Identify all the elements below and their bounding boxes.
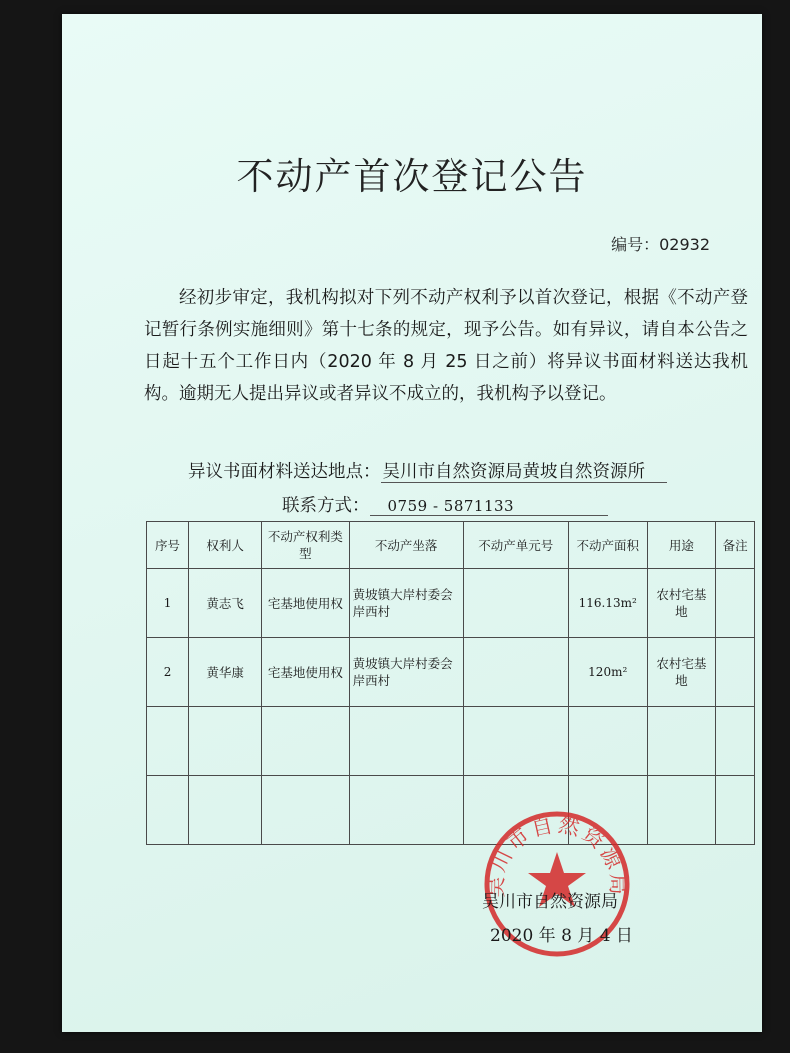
cell-location: 黄坡镇大岸村委会岸西村 [349, 569, 463, 638]
cell-location [349, 707, 463, 776]
cell-remark [716, 707, 755, 776]
contact-line [282, 492, 608, 517]
cell-index [147, 776, 189, 845]
seal-text: 吴川市自然资源局 [483, 812, 631, 898]
cell-remark [716, 776, 755, 845]
cell-area [568, 707, 647, 776]
table-row [147, 569, 755, 638]
cell-index: 2 [147, 638, 189, 707]
address-label: 异议书面材料送达地点： [188, 462, 381, 482]
cell-owner: 黄华康 [189, 638, 262, 707]
cell-remark [716, 638, 755, 707]
cell-unit-number [463, 707, 568, 776]
col-header: 不动产单元号 [463, 522, 568, 569]
contact-value: 0759 - 5871133 [370, 497, 608, 516]
notice-body: 经初步审定，我机构拟对下列不动产权利予以首次登记，根据《不动产登记暂行条例实施细则》第十七条的规定，现予公告。如有异议，请自本公告之日起十五个工作日内（2020 年 8 月 25 日之前）将异议书面材料送达我机构。逾期无人提出异议或者异议不成立的，我机构予以登记。 [144, 288, 748, 404]
col-header: 不动产面积 [568, 522, 647, 569]
col-header: 权利人 [189, 522, 262, 569]
table-header-row [147, 522, 755, 569]
notice-paper [62, 14, 762, 1032]
cell-usage [647, 707, 716, 776]
issuer-name: 吴川市自然资源局 [482, 892, 618, 912]
notice-title: 不动产首次登记公告 [236, 155, 588, 198]
cell-area: 120m² [568, 638, 647, 707]
table-row [147, 776, 755, 845]
serial-number: 编号：02932 [611, 235, 710, 254]
cell-right-type [262, 776, 349, 845]
cell-right-type: 宅基地使用权 [262, 638, 349, 707]
address-value: 吴川市自然资源局黄坡自然资源所 [381, 462, 668, 483]
cell-index: 1 [147, 569, 189, 638]
cell-right-type [262, 707, 349, 776]
cell-area: 116.13m² [568, 569, 647, 638]
issue-date: 2020 年 8 月 4 日 [490, 926, 633, 946]
registration-table [146, 521, 755, 845]
cell-owner [189, 707, 262, 776]
col-header: 备注 [716, 522, 755, 569]
table-row [147, 638, 755, 707]
cell-index [147, 707, 189, 776]
col-header: 不动产权利类型 [262, 522, 349, 569]
cell-right-type: 宅基地使用权 [262, 569, 349, 638]
cell-usage [647, 776, 716, 845]
cell-usage: 农村宅基地 [647, 569, 716, 638]
cell-owner [189, 776, 262, 845]
cell-unit-number [463, 638, 568, 707]
col-header: 序号 [147, 522, 189, 569]
col-header: 不动产坐落 [349, 522, 463, 569]
cell-location: 黄坡镇大岸村委会岸西村 [349, 638, 463, 707]
cell-usage: 农村宅基地 [647, 638, 716, 707]
objection-address-line [188, 458, 667, 483]
cell-unit-number [463, 569, 568, 638]
contact-label: 联系方式： [282, 496, 370, 516]
cell-owner: 黄志飞 [189, 569, 262, 638]
col-header: 用途 [647, 522, 716, 569]
cell-remark [716, 569, 755, 638]
table-row [147, 707, 755, 776]
cell-location [349, 776, 463, 845]
